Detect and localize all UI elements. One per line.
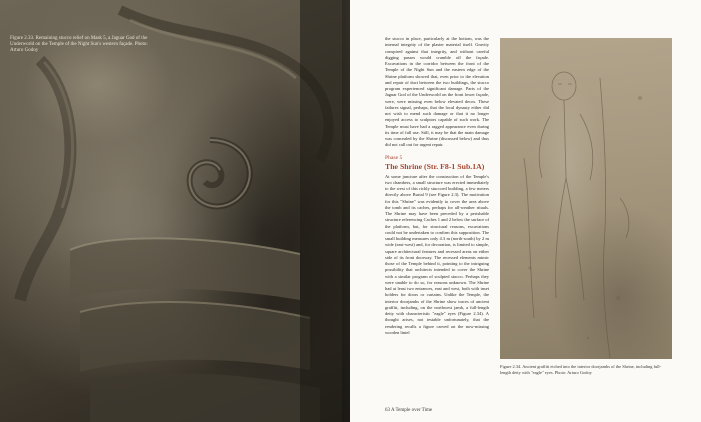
section-heading: The Shrine (Str. F8-1 Sub.1A) <box>385 161 485 171</box>
figure-2-33-caption: Figure 2.33. Remaining stucco relief on Mask 5, a Jaguar God of the Underworld on the Temple of the Night Sun's western façade. Photo: Arturo Godoy <box>10 36 148 54</box>
stucco-mask-photo <box>0 0 350 422</box>
body-text-column <box>385 36 489 336</box>
graffiti-doorjamb-photo <box>500 38 672 359</box>
graffiti-etching-illustration <box>500 38 672 359</box>
stucco-relief-illustration <box>0 0 350 422</box>
body-paragraph: the stucco in place, particularly at the bottom, was the internal integrity of the plaster material itself. Gravity conspired against that integrity, and without careful digging passes would crumble off the façade. Excavations in the corridor between the front of the Temple of the Night Sun and the eastern edge of the Shrine platform showed that, even prior to the elevation and repair of duct between the two buildings, the stucco program experienced significant damage. Parts of the Jaguar God of the Underworld on the front lower façade, were, were missing even below elevated decos. These failures signal, perhaps, that the local dynasty either did not wish to mend such damage or that it no longer enjoyed access to sculptors capable of such work. The Temple must have had a ragged appearance even during its time of full use. Still, it may be that the main damage was concealed by the Shrine (discussed below) and thus did not call out for urgent repair. <box>385 36 489 148</box>
right-page <box>350 0 701 422</box>
figure-2-34-caption: Figure 2.34. Ancient graffiti etched into the interior doorjambs of the Shrine, including full-length deity with "eagle" eyes. Photo: Arturo Godoy <box>500 364 662 375</box>
page-folio: 63 A Temple over Time <box>385 408 433 413</box>
section-paragraph: At some juncture after the construction of the Temple's two chambers, a small structure was erected immediately to the west of this richly stuccoed building, a few meters directly above Burial 9 (see Figure 2.3). The motivation for this "Shrine" was evidently to cover the area above the tomb and its caches, perhaps for all-weather rituals. The Shrine may have been preceded by a perishable structure referencing Caches 1 and 2 below the surface of the platform, but, for structural reasons, excavations could not be undertaken to confirm this supposition. The small building measures only 4.3 m (north-south) by 2 m wide (east-west) and, for decoration, is limited to simple, square architectural features and recessed areas on either side of its front doorway. The recessed elements mimic those of the Temple behind it, pointing to the intriguing possibility that architects intended to cover the Shrine with a similar program of sculpted stucco. Perhaps they were unable to do so, for reasons unknown. The Shrine had at least two entrances, east and west, both with inset holders for doors or curtains. Unlike the Temple, the interior doorjambs of the Shrine show traces of ancient graffiti, including, on the northwest jamb, a full-length deity with characteristic "eagle" eyes (Figure 2.34). A thought arises, not testable unfortunately, that the rendering recalls a figure carved on the now-missing wooden lintel <box>385 173 489 335</box>
phase-label: Phase 5 <box>385 154 403 161</box>
